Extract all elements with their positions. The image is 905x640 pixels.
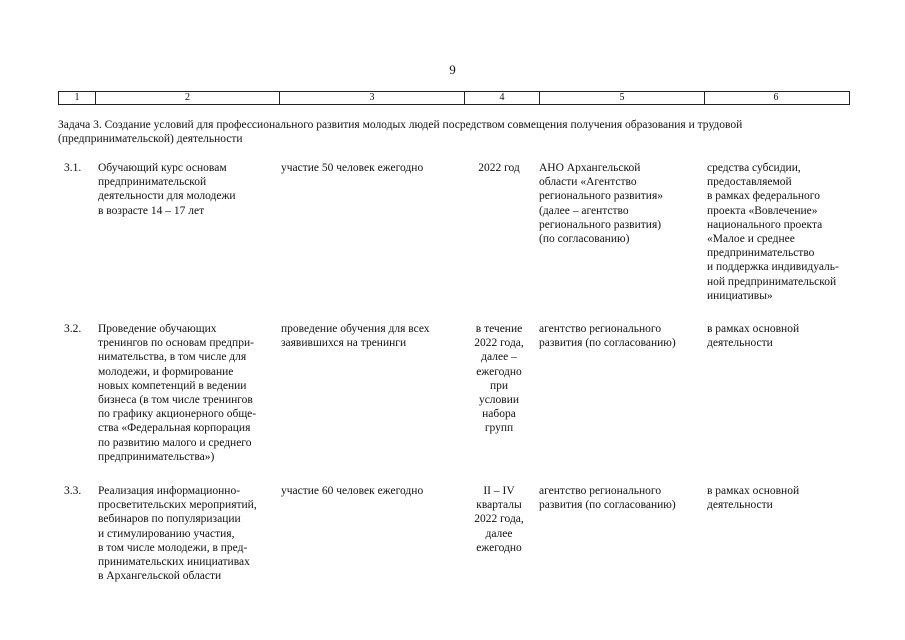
event-executor: АНО Архангельской области «Агентство регионального развития» (далее – агентство регионального развития) (по согласованию) (539, 162, 663, 246)
event-result: участие 50 человек ежегодно (281, 162, 424, 174)
funding-source: в рамках основной деятельности (707, 323, 800, 350)
column-number-header (58, 91, 850, 105)
event-executor: агентство регионального развития (по согласованию) (539, 323, 676, 350)
column-number-6: 6 (704, 92, 847, 104)
event-term: 2022 год (478, 162, 520, 174)
event-result: проведение обучения для всех заявившихся на тренинги (281, 323, 430, 350)
column-number-1: 1 (74, 92, 80, 103)
column-number-2: 2 (95, 92, 279, 104)
event-name: Проведение обучающих тренингов по основам предпри- нимательства, в том числе для молодежи, и формирование новых компетенций в ведении бизнеса (в том числе тренингов по графику акционерного обще- ства «Федеральная корпорация по развитию малого и среднего предпринимательства») (98, 323, 257, 463)
column-number-5: 5 (539, 92, 704, 104)
funding-source: в рамках основной деятельности (707, 485, 800, 512)
event-term: II – IV кварталы 2022 года, далее ежегодно (474, 485, 524, 554)
row-number: 3.1. (64, 162, 82, 174)
event-executor: агентство регионального развития (по согласованию) (539, 485, 676, 512)
row-number: 3.2. (64, 323, 82, 335)
event-name: Реализация информационно- просветительских мероприятий, вебинаров по популяризации и стимулированию участия, в том числе молодежи, в пред- принимательских инициативах в Архангельской области (98, 485, 257, 583)
event-result: участие 60 человек ежегодно (281, 485, 424, 497)
column-number-4: 4 (464, 92, 539, 104)
event-name: Обучающий курс основам предпринимательской деятельности для молодежи в возрасте 14 – 17 лет (98, 162, 236, 217)
column-number-3: 3 (279, 92, 464, 104)
task-heading: Задача 3. Создание условий для профессионального развития молодых людей посредством совмещения получения образования и трудовой (предпринимательской) деятельности (58, 119, 743, 145)
page-number: 9 (449, 62, 456, 77)
event-term: в течение 2022 года, далее – ежегодно при условии набора групп (474, 323, 524, 435)
row-number: 3.3. (64, 485, 82, 497)
funding-source: средства субсидии, предоставляемой в рамках федерального проекта «Вовлечение» национального проекта «Малое и среднее предпринимательство и поддержка индивидуаль- ной предпринимательской инициативы» (707, 162, 839, 302)
